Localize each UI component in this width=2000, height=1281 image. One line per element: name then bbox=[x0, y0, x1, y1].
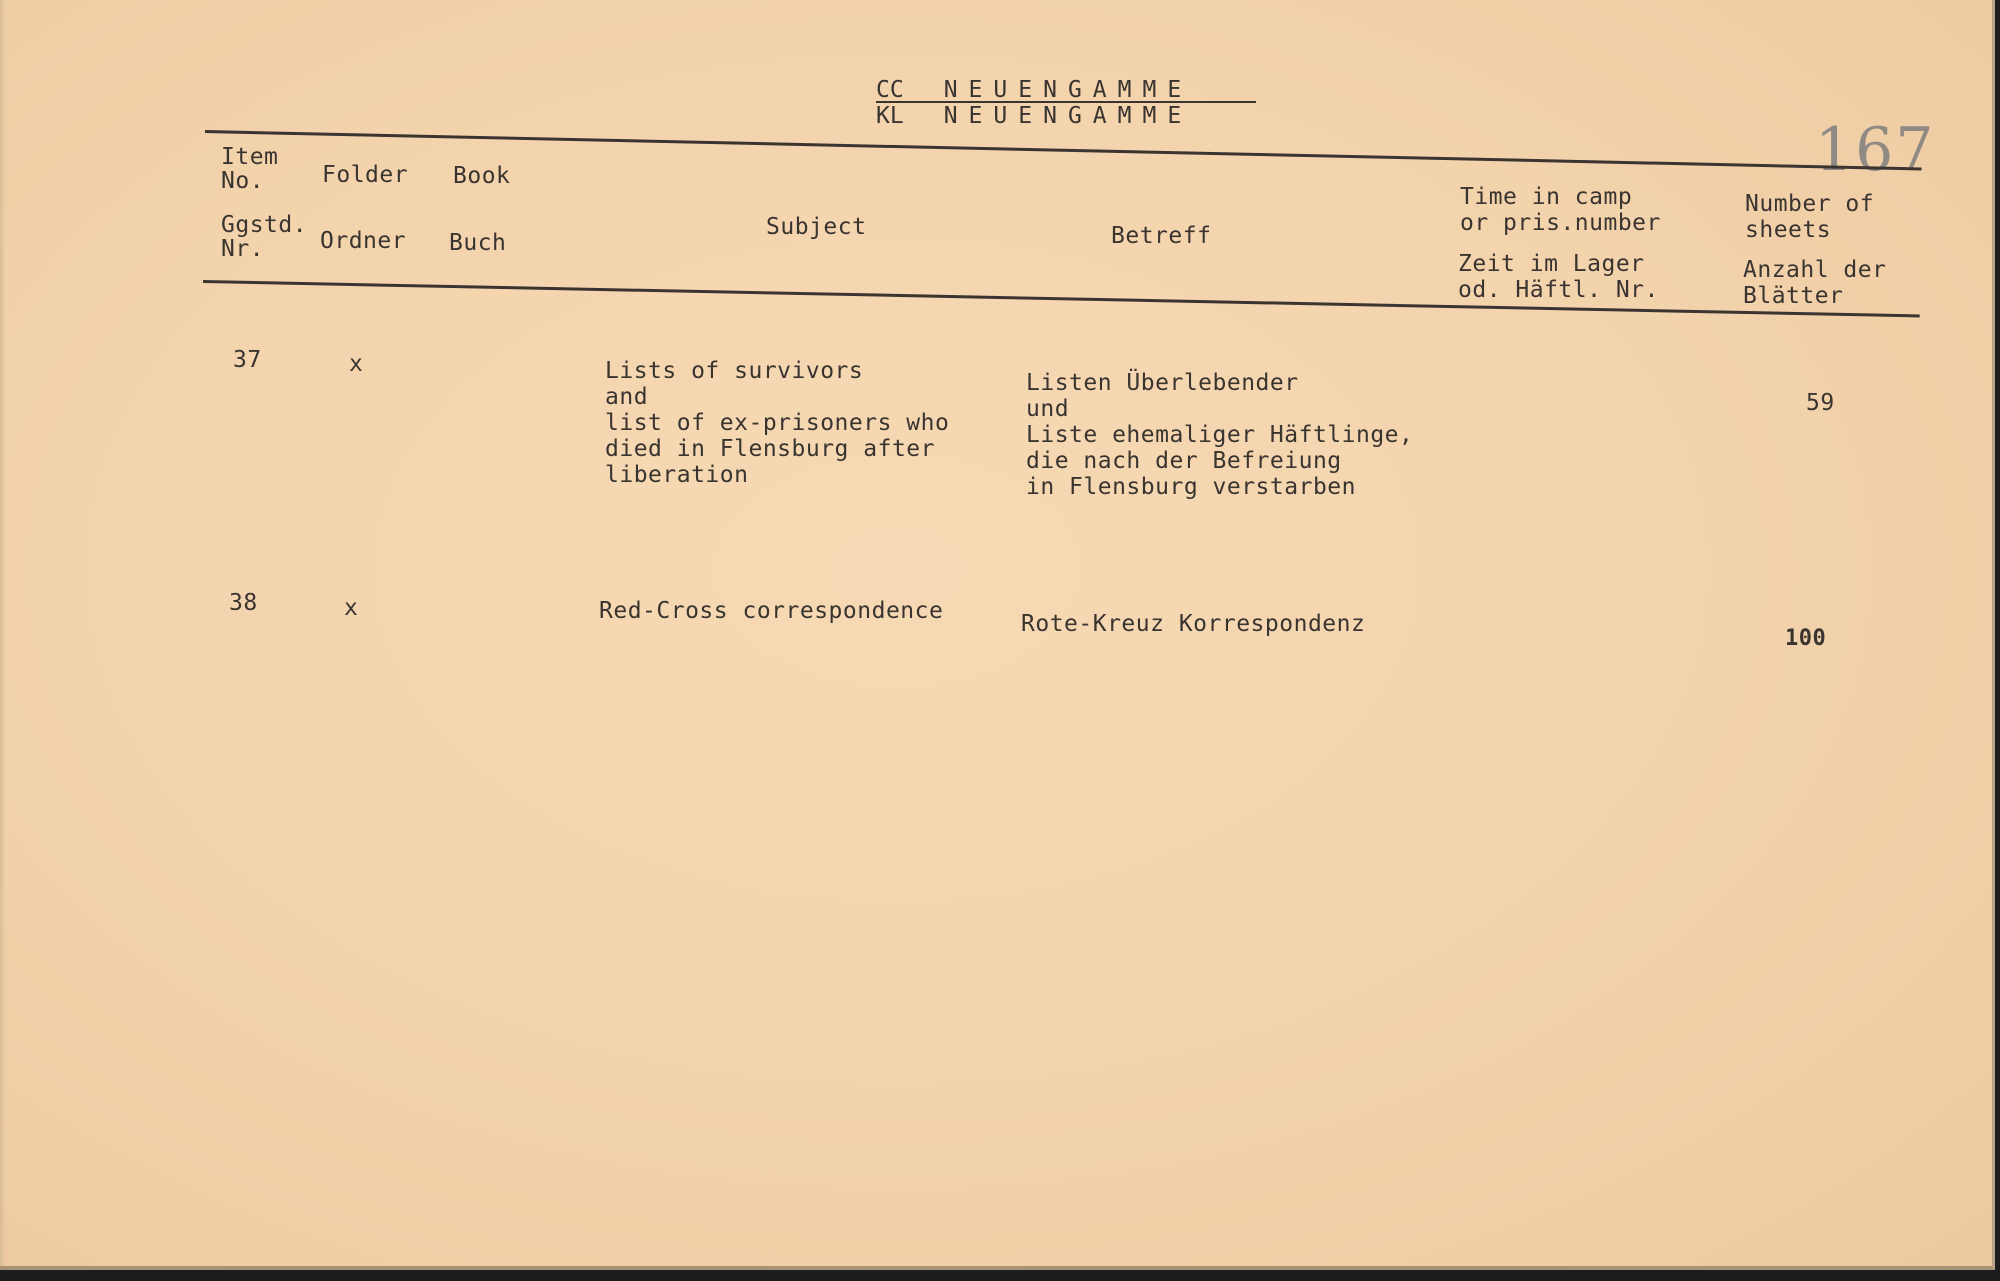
header-item-en: Item No. bbox=[221, 144, 279, 194]
row-37-item-no: 37 bbox=[233, 347, 262, 373]
title-prefix-cc: CC bbox=[876, 77, 904, 103]
title-line-2 bbox=[876, 104, 1192, 128]
row-38-item-no: 38 bbox=[229, 590, 258, 616]
row-37-subject: Lists of survivors and list of ex-prisoners who died in Flensburg after liberation bbox=[605, 358, 950, 488]
title-prefix-kl: KL bbox=[876, 103, 904, 129]
row-38-betreff: Rote-Kreuz Korrespondenz bbox=[1021, 611, 1366, 637]
header-folder-de: Ordner bbox=[320, 228, 407, 254]
header-time-en: Time in camp or pris.number bbox=[1460, 184, 1661, 236]
header-subject: Subject bbox=[766, 214, 867, 240]
page-number: 167 bbox=[1815, 115, 1936, 185]
title-line-1 bbox=[876, 78, 1192, 102]
header-bottom-rule bbox=[203, 280, 1920, 317]
row-38-subject: Red-Cross correspondence bbox=[599, 598, 944, 624]
header-betreff: Betreff bbox=[1111, 223, 1212, 249]
header-folder-en: Folder bbox=[322, 162, 409, 188]
header-item-de: Ggstd. Nr. bbox=[221, 212, 308, 262]
row-38-sheets: 100 bbox=[1785, 626, 1827, 651]
row-37-betreff: Listen Überlebender und Liste ehemaliger Häftlinge, die nach der Befreiung in Flensburg verstarben bbox=[1026, 370, 1414, 500]
title-camp-name-1: NEUENGAMME bbox=[943, 77, 1193, 103]
header-sheets-en: Number of sheets bbox=[1745, 191, 1875, 243]
row-37-folder: x bbox=[349, 351, 364, 377]
header-book-de: Buch bbox=[449, 230, 507, 256]
header-book-en: Book bbox=[453, 163, 511, 189]
title-camp-name-2: NEUENGAMME bbox=[943, 103, 1193, 129]
header-time-de: Zeit im Lager od. Häftl. Nr. bbox=[1458, 251, 1659, 303]
header-sheets-de: Anzahl der Blätter bbox=[1743, 257, 1887, 309]
row-38-folder: x bbox=[344, 595, 359, 621]
row-37-sheets: 59 bbox=[1806, 390, 1835, 416]
